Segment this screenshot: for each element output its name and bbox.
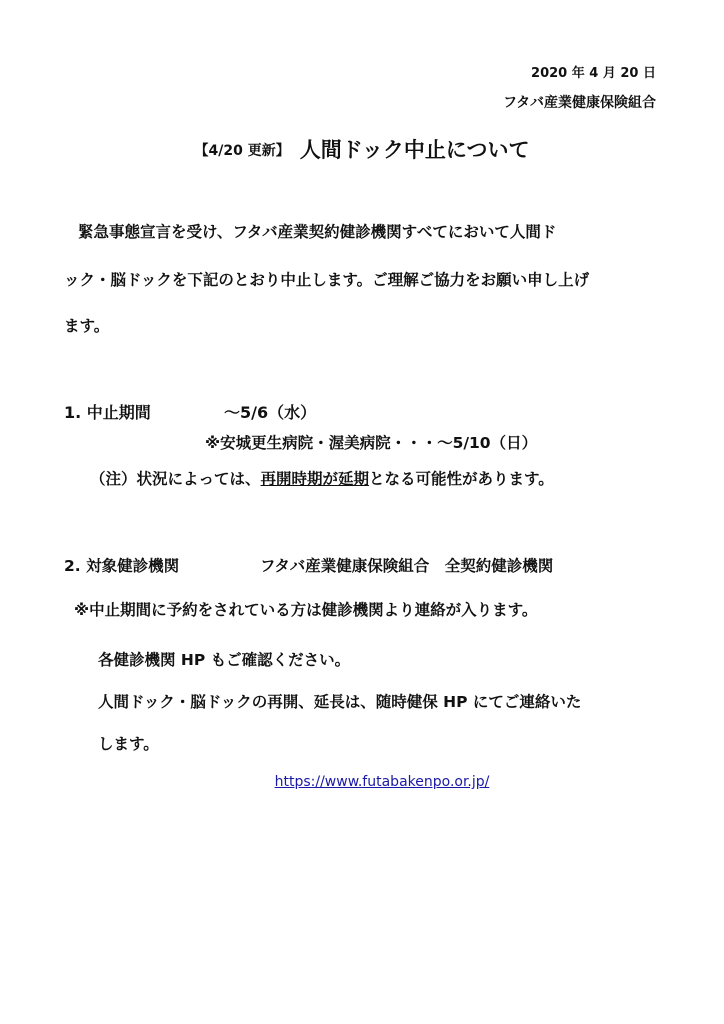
organization-name: フタバ産業健康保険組合	[503, 95, 656, 111]
intro-line-2: ック・脳ドックを下記のとおり中止します。ご理解ご協力をお願い申し上げ	[64, 271, 590, 289]
footer-link-row	[0, 774, 724, 790]
caution-underlined: 再開時期が延期	[260, 470, 370, 488]
title-text: 人間ドック中止について	[299, 138, 530, 162]
section2-value: フタバ産業健康保険組合 全契約健診機関	[260, 557, 554, 575]
section2-note-3: 人間ドック・脳ドックの再開、延長は、随時健保 HP にてご連絡いた	[98, 693, 582, 711]
page-title	[0, 134, 724, 164]
intro-line-3: ます。	[64, 317, 110, 335]
section-suspension-period	[64, 400, 316, 423]
section2-note-2: 各健診機関 HP もご確認ください。	[98, 651, 351, 669]
intro-line-1: 緊急事態宣言を受け、フタバ産業契約健診機関すべてにおいて人間ド	[78, 223, 557, 241]
section1-hospital-note: ※安城更生病院・渥美病院・・・～5/10（日）	[205, 434, 538, 452]
website-link[interactable]: https://www.futabakenpo.or.jp/	[274, 774, 490, 790]
issue-date: 2020 年 4 月 20 日	[531, 66, 656, 81]
section2-label: 2. 対象健診機関	[64, 557, 180, 575]
section-target-institutions	[64, 554, 553, 576]
caution-suffix: となる可能性があります。	[369, 470, 554, 488]
section1-caution	[90, 467, 554, 489]
section1-label: 1. 中止期間	[64, 403, 151, 422]
section1-value: ～5/6（水）	[224, 403, 317, 422]
update-tag: 【4/20 更新】	[194, 143, 290, 159]
caution-prefix: （注）状況によっては、	[90, 470, 261, 488]
section2-note-1: ※中止期間に予約をされている方は健診機関より連絡が入ります。	[74, 601, 538, 619]
section2-note-4: します。	[98, 735, 159, 753]
